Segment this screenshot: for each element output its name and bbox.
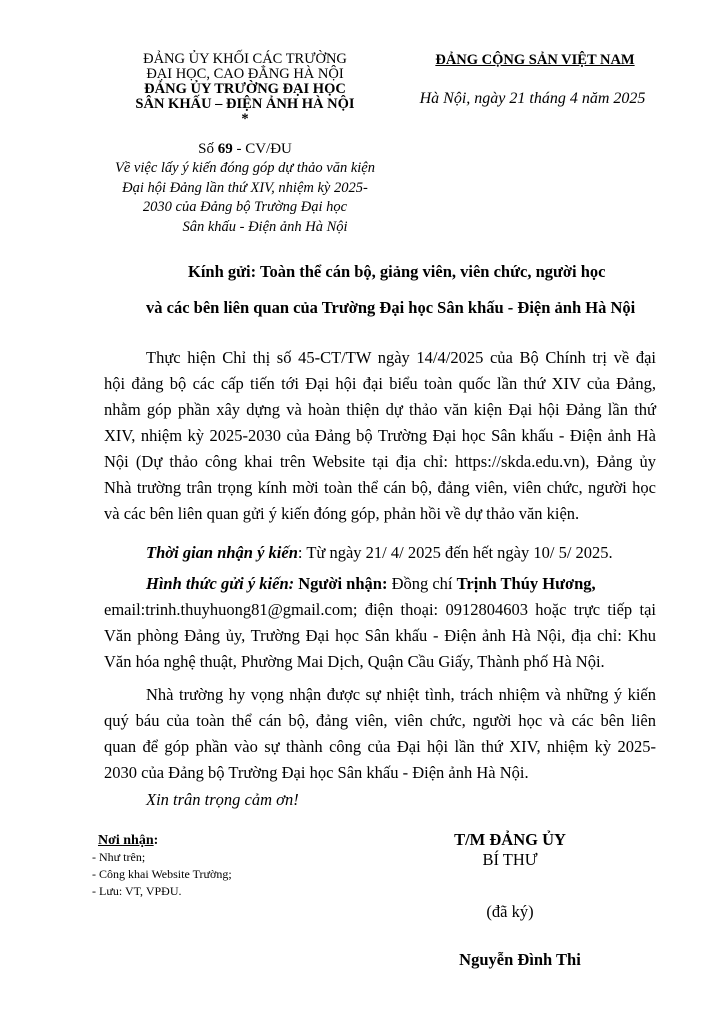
doc-no-value: 69 xyxy=(217,141,233,157)
recipient-line-1: Kính gửi: Toàn thể cán bộ, giảng viên, viên chức, người học xyxy=(188,262,606,281)
recipients-heading xyxy=(92,832,342,850)
paragraph-line: email:trinh.thuyhuong81@gmail.com; điện thoại: 0912804603 hoặc trực tiếp tại xyxy=(104,600,656,619)
signed-note: (đã ký) xyxy=(486,902,534,921)
time-value: : Từ ngày 21/ 4/ 2025 đến hết ngày 10/ 5/ 2025. xyxy=(297,543,613,562)
recipient-item: - Như trên; xyxy=(92,850,146,864)
receiver-label: Người nhận: xyxy=(294,574,388,593)
subject-line: Sân khấu - Điện ảnh Hà Nội xyxy=(182,218,348,235)
method-first-line xyxy=(104,571,656,597)
recipient-line-2: và các bên liên quan của Trường Đại học Sân khấu - Điện ảnh Hà Nội xyxy=(146,298,636,317)
time-line xyxy=(146,540,666,566)
org-line-2: ĐẠI HỌC, CAO ĐẲNG HÀ NỘI xyxy=(146,66,344,82)
paragraph-line: Nhà trường hy vọng nhận được sự nhiệt tình, trách nhiệm và những ý kiến xyxy=(146,685,656,704)
paragraph-line: Nhà trường trân trọng kính mời toàn thể cán bộ, đảng viên, viên chức, người học xyxy=(104,478,656,497)
paragraph-line: nhằm góp phần xây dựng và hoàn thiện dự thảo văn kiện Đại hội Đảng lần thứ xyxy=(104,400,656,419)
doc-no-prefix: Số xyxy=(198,141,218,157)
paragraph-line: Thực hiện Chỉ thị số 45-CT/TW ngày 14/4/2025 của Bộ Chính trị về đại xyxy=(146,348,656,367)
thanks-line: Xin trân trọng cảm ơn! xyxy=(146,790,299,809)
document-subject xyxy=(80,159,410,237)
issuing-org-block xyxy=(100,52,390,127)
paragraph-line: hội đảng bộ các cấp tiến tới Đại hội đại biểu toàn quốc lần thứ XIV của Đảng, xyxy=(104,374,656,393)
method-label: Hình thức gửi ý kiến: xyxy=(146,574,295,593)
paragraph-line: quý báu của toàn thể cán bộ, đảng viên, viên chức, người học và các bên liên xyxy=(104,711,656,730)
receiver-name: Trịnh Thúy Hương, xyxy=(456,574,596,593)
paragraph-line: quan để góp phần vào sự thành công của Đại hội lần thứ XIV, nhiệm kỳ 2025- xyxy=(104,737,656,756)
sign-title: T/M ĐẢNG ỦY xyxy=(454,830,566,849)
method-paragraph xyxy=(104,571,656,675)
paragraph-line: XIV, nhiệm kỳ 2025-2030 của Đảng bộ Trường Đại học Sân khấu - Điện ảnh Hà xyxy=(104,426,656,445)
paragraph-line: Nội (Dự thảo công khai trên Website tại địa chỉ: https://skda.edu.vn), Đảng ủy xyxy=(104,452,656,471)
sign-role: BÍ THƯ xyxy=(482,850,538,869)
recipients-label: Nơi nhận xyxy=(98,833,154,848)
paragraph-1 xyxy=(104,345,656,527)
party-name: ĐẢNG CỘNG SẢN VIỆT NAM xyxy=(435,52,635,68)
date-place: Hà Nội, ngày 21 tháng 4 năm 2025 xyxy=(419,90,646,107)
signer-name: Nguyễn Đình Thi xyxy=(459,950,581,969)
header-star: * xyxy=(241,111,249,127)
receiver-intro: Đồng chí xyxy=(387,574,457,593)
time-label: Thời gian nhận ý kiến xyxy=(146,543,298,562)
signature-block xyxy=(410,830,610,970)
paragraph-3 xyxy=(104,682,656,786)
org-line-1: ĐẢNG ỦY KHỐI CÁC TRƯỜNG xyxy=(143,51,347,67)
document-number xyxy=(100,139,390,159)
recipient-item: - Lưu: VT, VPĐU. xyxy=(92,884,182,898)
org-line-3: ĐẢNG ỦY TRƯỜNG ĐẠI HỌC xyxy=(144,81,346,97)
paragraph-line: Văn phòng Đảng ủy, Trường Đại học Sân khấu - Điện ảnh Hà Nội, địa chỉ: Khu xyxy=(104,626,656,645)
paragraph-line: 2030 của Đảng bộ Trường Đại học Sân khấu - Điện ảnh Hà Nội. xyxy=(104,763,529,782)
subject-line: Về việc lấy ý kiến đóng góp dự thảo văn kiện xyxy=(115,160,375,176)
recipients-block xyxy=(92,832,342,899)
org-line-4: SÂN KHẤU – ĐIỆN ẢNH HÀ NỘI xyxy=(135,96,355,112)
recipients-colon: : xyxy=(153,833,159,848)
doc-no-suffix: - CV/ĐU xyxy=(232,141,292,157)
subject-line: Đại hội Đảng lần thứ XIV, nhiệm kỳ 2025- xyxy=(122,179,368,196)
paragraph-line: Văn hóa nghệ thuật, Phường Mai Dịch, Quận Cầu Giấy, Thành phố Hà Nội. xyxy=(104,652,605,671)
subject-line: 2030 của Đảng bộ Trường Đại học xyxy=(142,199,348,215)
recipient-item: - Công khai Website Trường; xyxy=(92,867,232,881)
paragraph-line: và các bên liên quan gửi ý kiến đóng góp, phản hồi về dự thảo văn kiện. xyxy=(104,504,580,523)
